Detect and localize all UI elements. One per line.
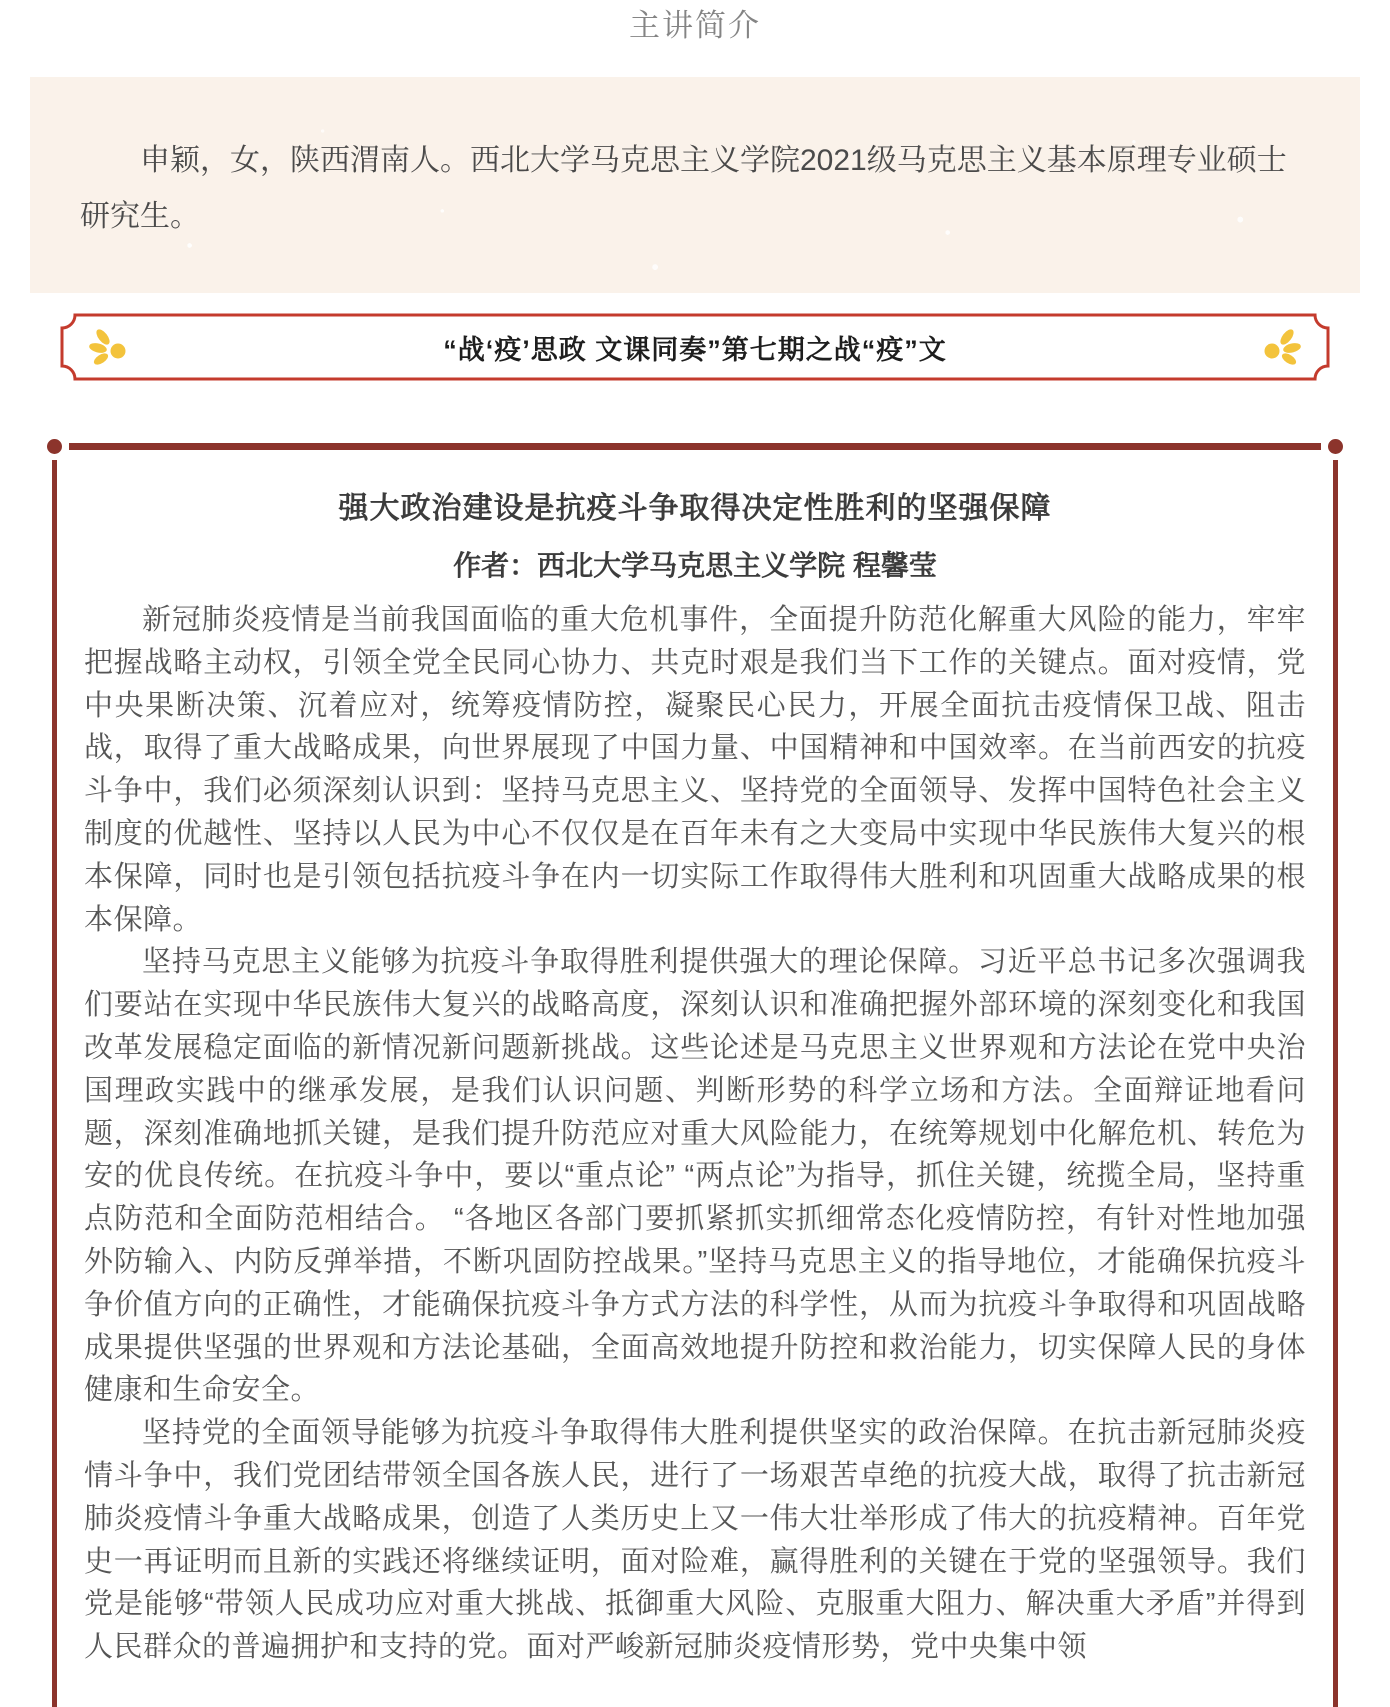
series-banner: [60, 313, 1330, 381]
series-banner-title: “战‘疫’思政 文课同奏”第七期之战“疫”文: [443, 334, 947, 365]
frame-corner-dot-left-icon: [47, 439, 62, 454]
gold-sparkle-icon: [86, 325, 130, 369]
speaker-profile-text: 申颖，女，陕西渭南人。西北大学马克思主义学院2021级马克思主义基本原理专业硕士研究生。: [80, 144, 1287, 233]
article-paragraph: 坚持马克思主义能够为抗疫斗争取得胜利提供强大的理论保障。习近平总书记多次强调我们要站在实现中华民族伟大复兴的战略高度，深刻认识和准确把握外部环境的深刻变化和我国改革发展稳定面临的新情况新问题新挑战。这些论述是马克思主义世界观和方法论在党中央治国理政实践中的继承发展，是我们认识问题、判断形势的科学立场和方法。全面辩证地看问题，深刻准确地抓关键，是我们提升防范应对重大风险能力，在统筹规划中化解危机、转危为安的优良传统。在抗疫斗争中，要以“重点论” “两点论”为指导，抓住关键，统揽全局，坚持重点防范和全面防范相结合。 “各地区各部门要抓紧抓实抓细常态化疫情防控，有针对性地加强外防输入、内防反弹举措，不断巩固防控战果。”坚持马克思主义的指导地位，才能确保抗疫斗争价值方向的正确性，才能确保抗疫斗争方式方法的科学性，从而为抗疫斗争取得和巩固战略成果提供坚强的世界观和方法论基础，全面高效地提升防控和救治能力，切实保障人民的身体健康和生命安全。: [84, 946, 1306, 1407]
frame-side-line-right: [1333, 460, 1338, 1707]
frame-top-bar: [69, 443, 1321, 450]
article-author: 作者：西北大学马克思主义学院 程馨莹: [453, 550, 937, 581]
article-body: [84, 599, 1306, 1669]
article-paragraph: 新冠肺炎疫情是当前我国面临的重大危机事件，全面提升防范化解重大风险的能力，牢牢把握战略主动权，引领全党全民同心协力、共克时艰是我们当下工作的关键点。面对疫情，党中央果断决策、沉着应对，统筹疫情防控，凝聚民心民力，开展全面抗击疫情保卫战、阻击战，取得了重大战略成果，向世界展现了中国力量、中国精神和中国效率。在当前西安的抗疫斗争中，我们必须深刻认识到：坚持马克思主义、坚持党的全面领导、发挥中国特色社会主义制度的优越性、坚持以人民为中心不仅仅是在百年未有之大变局中实现中华民族伟大复兴的根本保障，同时也是引领包括抗疫斗争在内一切实际工作取得伟大胜利和巩固重大战略成果的根本保障。: [84, 604, 1306, 936]
article-title: 强大政治建设是抗疫斗争取得决定性胜利的坚强保障: [338, 492, 1052, 525]
gold-sparkle-icon: [1260, 325, 1304, 369]
article-paragraph: 坚持党的全面领导能够为抗疫斗争取得伟大胜利提供坚实的政治保障。在抗击新冠肺炎疫情斗争中，我们党团结带领全国各族人民，进行了一场艰苦卓绝的抗疫大战，取得了抗击新冠肺炎疫情斗争重大战略成果，创造了人类历史上又一伟大壮举形成了伟大的抗疫精神。百年党史一再证明而且新的实践还将继续证明，面对险难，赢得胜利的关键在于党的坚强领导。我们党是能够“带领人民成功应对重大挑战、抵御重大风险、克服重大阻力、解决重大矛盾”并得到人民群众的普遍拥护和支持的党。面对严峻新冠肺炎疫情形势，党中央集中领: [84, 1417, 1306, 1664]
page-title: 主讲简介: [629, 8, 761, 43]
article-content: [54, 447, 1336, 1669]
frame-corner-dot-right-icon: [1328, 439, 1343, 454]
speaker-profile-box: [30, 77, 1360, 293]
frame-side-line-left: [52, 460, 57, 1707]
article-frame: [54, 447, 1336, 1707]
